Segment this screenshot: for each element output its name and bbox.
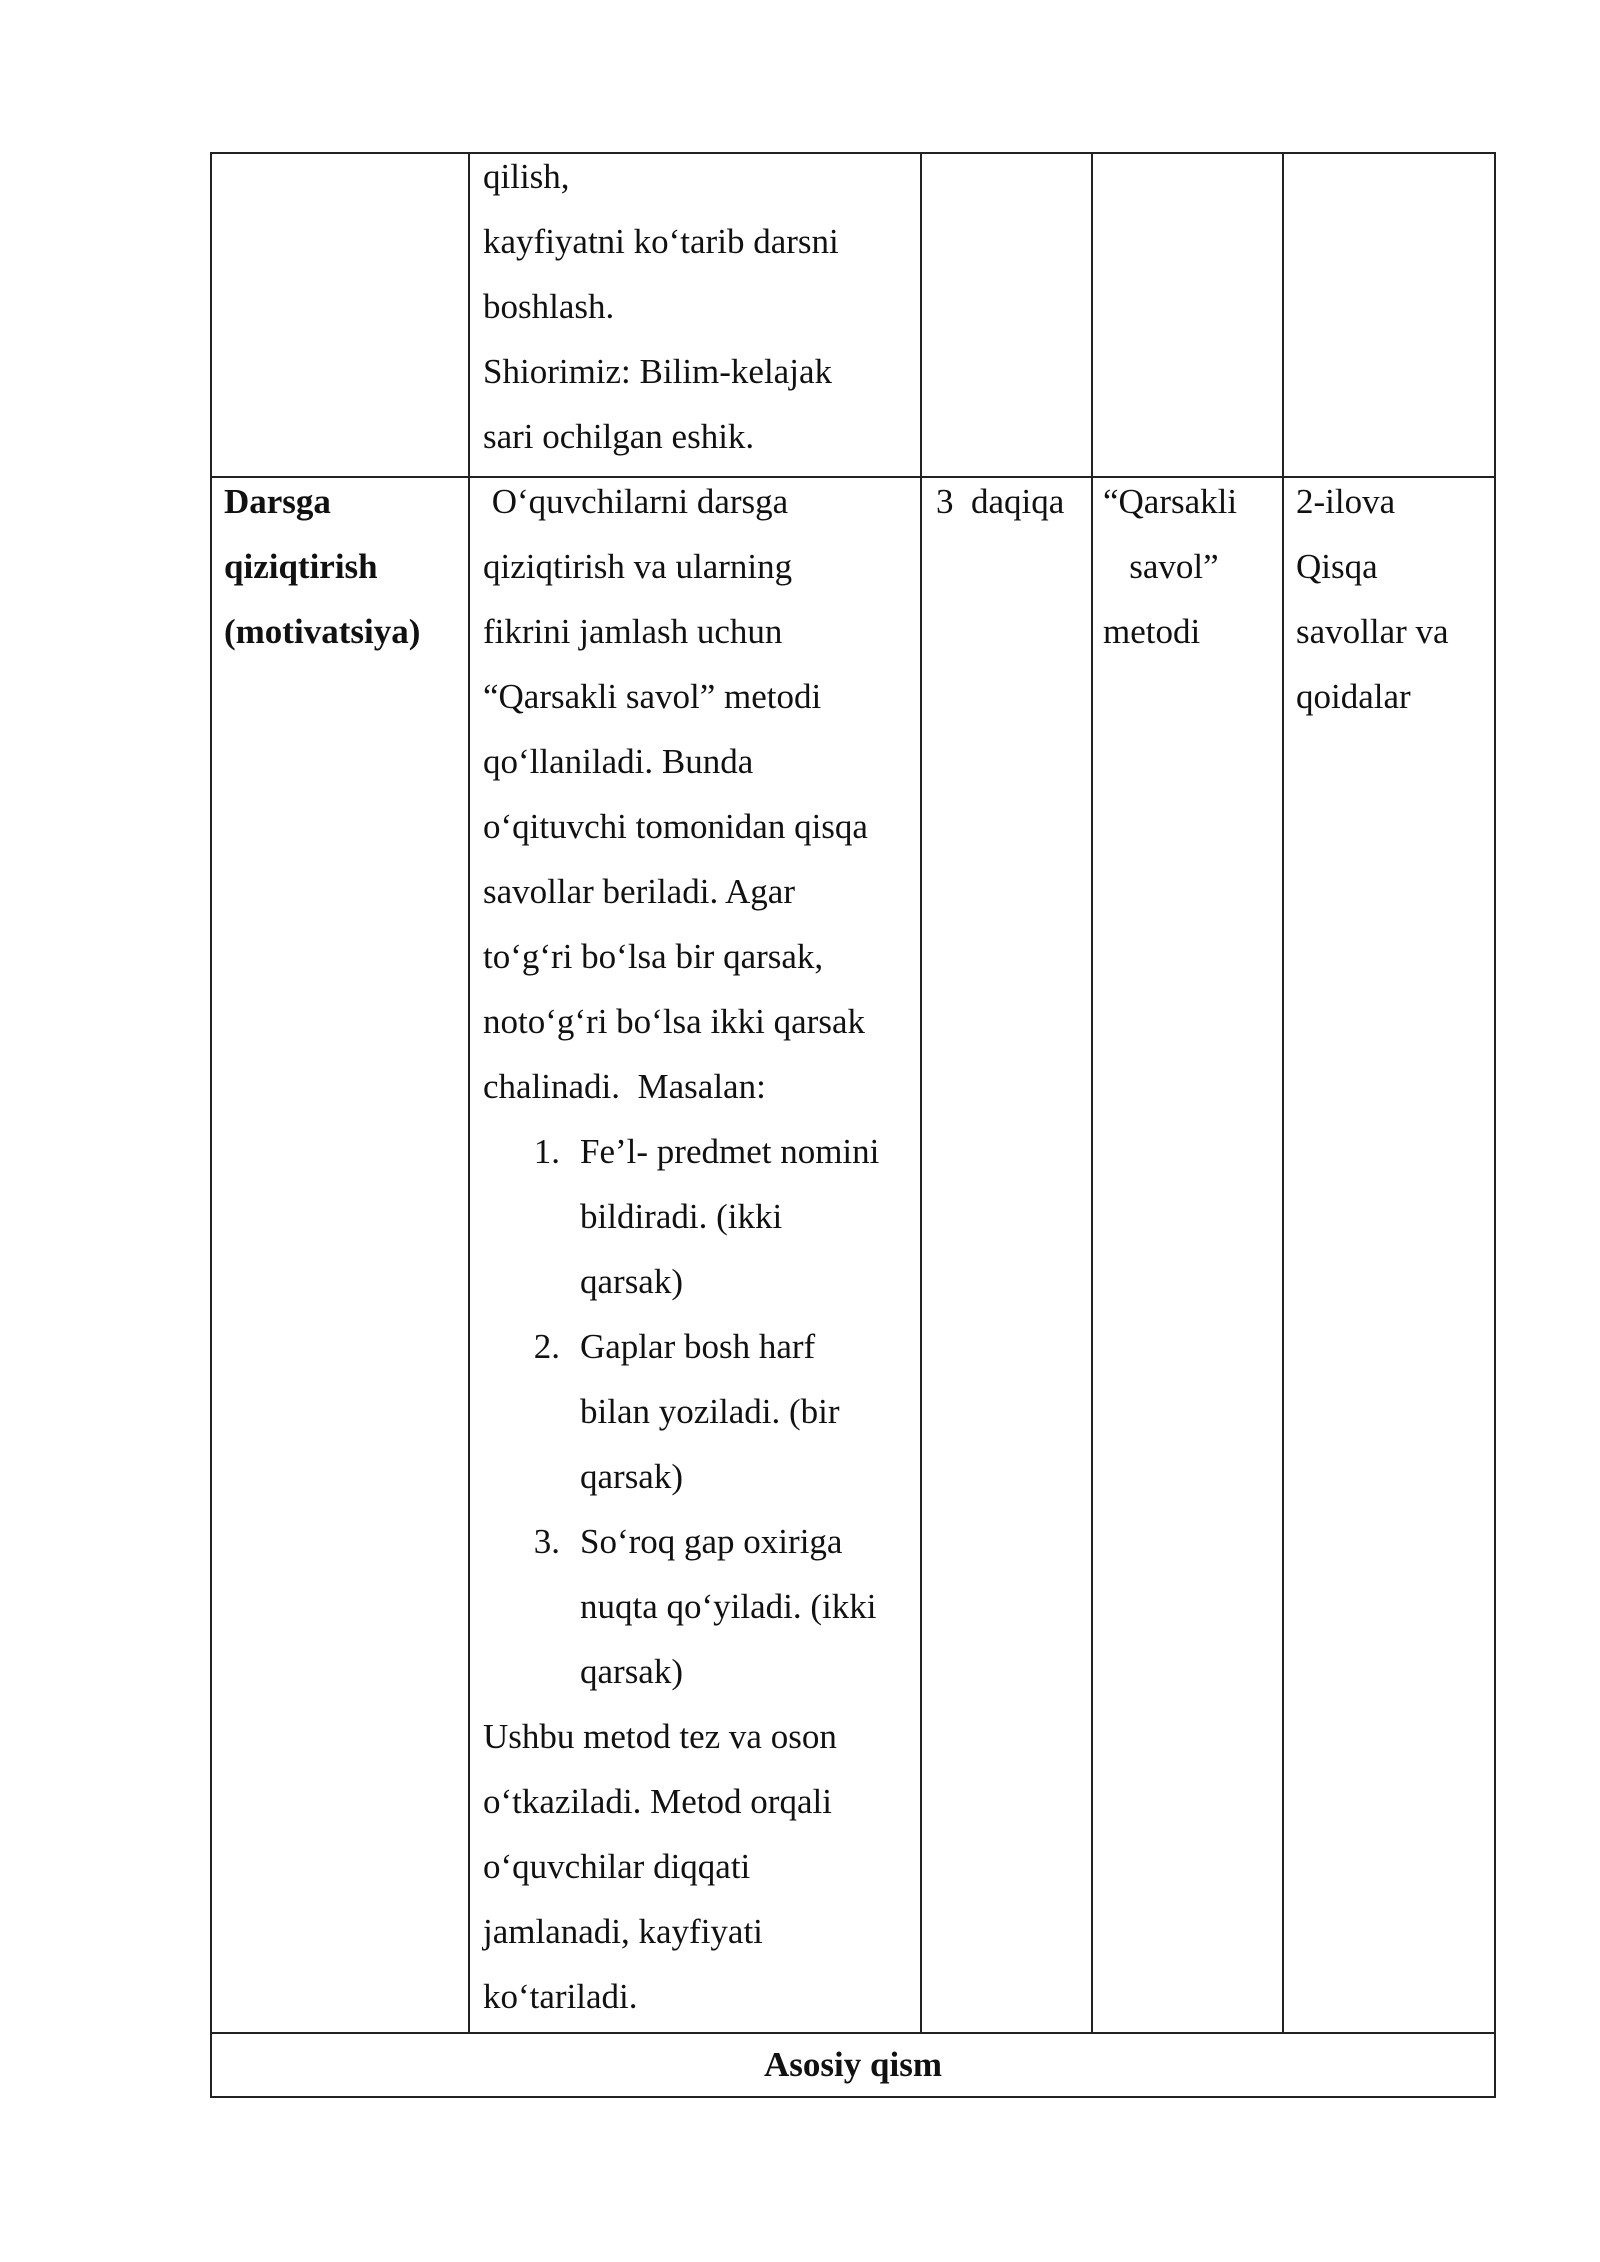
intro-line: savollar beriladi. Agar [483, 872, 795, 911]
activity-description-cell [483, 469, 868, 1119]
list-item-number: 2. [533, 1327, 560, 1366]
stage-line: qiziqtirish [224, 547, 378, 586]
closing-line: o‘quvchilar diqqati [483, 1847, 751, 1886]
closing-line: ko‘tariladi. [483, 1977, 638, 2016]
list-item-line: bildiradi. (ikki [580, 1197, 783, 1236]
list-item-line: qarsak) [580, 1262, 684, 1301]
resource-line: 2-ilova [1296, 482, 1396, 521]
list-item-line: bilan yoziladi. (bir [580, 1392, 840, 1431]
list-item-line: qarsak) [580, 1652, 684, 1691]
continuation-content-cell [483, 144, 839, 469]
stage-line: Darsga [224, 482, 331, 521]
table-border-right [1494, 152, 1496, 2097]
method-line: metodi [1103, 612, 1201, 651]
stage-line: (motivatsiya) [224, 612, 421, 651]
section-title: Asosiy qism [764, 2045, 942, 2084]
list-item-line: nuqta qo‘yiladi. (ikki [580, 1587, 877, 1626]
resource-line: Qisqa [1296, 547, 1378, 586]
intro-line: “Qarsakli savol” metodi [483, 677, 822, 716]
list-item-line: qarsak) [580, 1457, 684, 1496]
content-line: Shiorimiz: Bilim-kelajak [483, 352, 832, 391]
list-item-line: So‘roq gap oxiriga [580, 1522, 843, 1561]
time-value: 3 daqiqa [936, 482, 1065, 521]
method-line: “Qarsakli [1103, 482, 1238, 521]
intro-line: noto‘g‘ri bo‘lsa ikki qarsak [483, 1002, 865, 1041]
intro-line: chalinadi. Masalan: [483, 1067, 766, 1106]
list-item-line: Fe’l- predmet nomini [580, 1132, 880, 1171]
intro-line: fikrini jamlash uchun [483, 612, 783, 651]
content-line: kayfiyatni ko‘tarib darsni [483, 222, 839, 261]
resources-cell [1296, 469, 1449, 729]
table-column-divider [1091, 152, 1093, 2032]
time-cell [936, 469, 1064, 534]
table-border-top [210, 152, 1496, 154]
table-border-left [210, 152, 212, 2097]
stage-name-cell [224, 469, 420, 664]
intro-line: qo‘llaniladi. Bunda [483, 742, 754, 781]
content-line: boshlash. [483, 287, 615, 326]
method-line: savol” [1103, 547, 1219, 586]
closing-line: Ushbu metod tez va oson [483, 1717, 837, 1756]
table-column-divider [920, 152, 922, 2032]
content-line: qilish, [483, 157, 570, 196]
table-column-divider [468, 152, 470, 2032]
resource-line: qoidalar [1296, 677, 1411, 716]
intro-line: qiziqtirish va ularning [483, 547, 793, 586]
list-item-number: 1. [533, 1132, 560, 1171]
closing-line: jamlanadi, kayfiyati [483, 1912, 763, 1951]
resource-line: savollar va [1296, 612, 1449, 651]
intro-line: to‘g‘ri bo‘lsa bir qarsak, [483, 937, 824, 976]
table-column-divider [1282, 152, 1284, 2032]
closing-line: o‘tkaziladi. Metod orqali [483, 1782, 832, 1821]
method-cell [1103, 469, 1237, 664]
intro-line: o‘qituvchi tomonidan qisqa [483, 807, 868, 846]
list-item-line: Gaplar bosh harf [580, 1327, 816, 1366]
intro-line: O‘quvchilarni darsga [483, 482, 789, 521]
list-item-number: 3. [533, 1522, 560, 1561]
content-line: sari ochilgan eshik. [483, 417, 755, 456]
activity-closing-text [483, 1704, 837, 2029]
